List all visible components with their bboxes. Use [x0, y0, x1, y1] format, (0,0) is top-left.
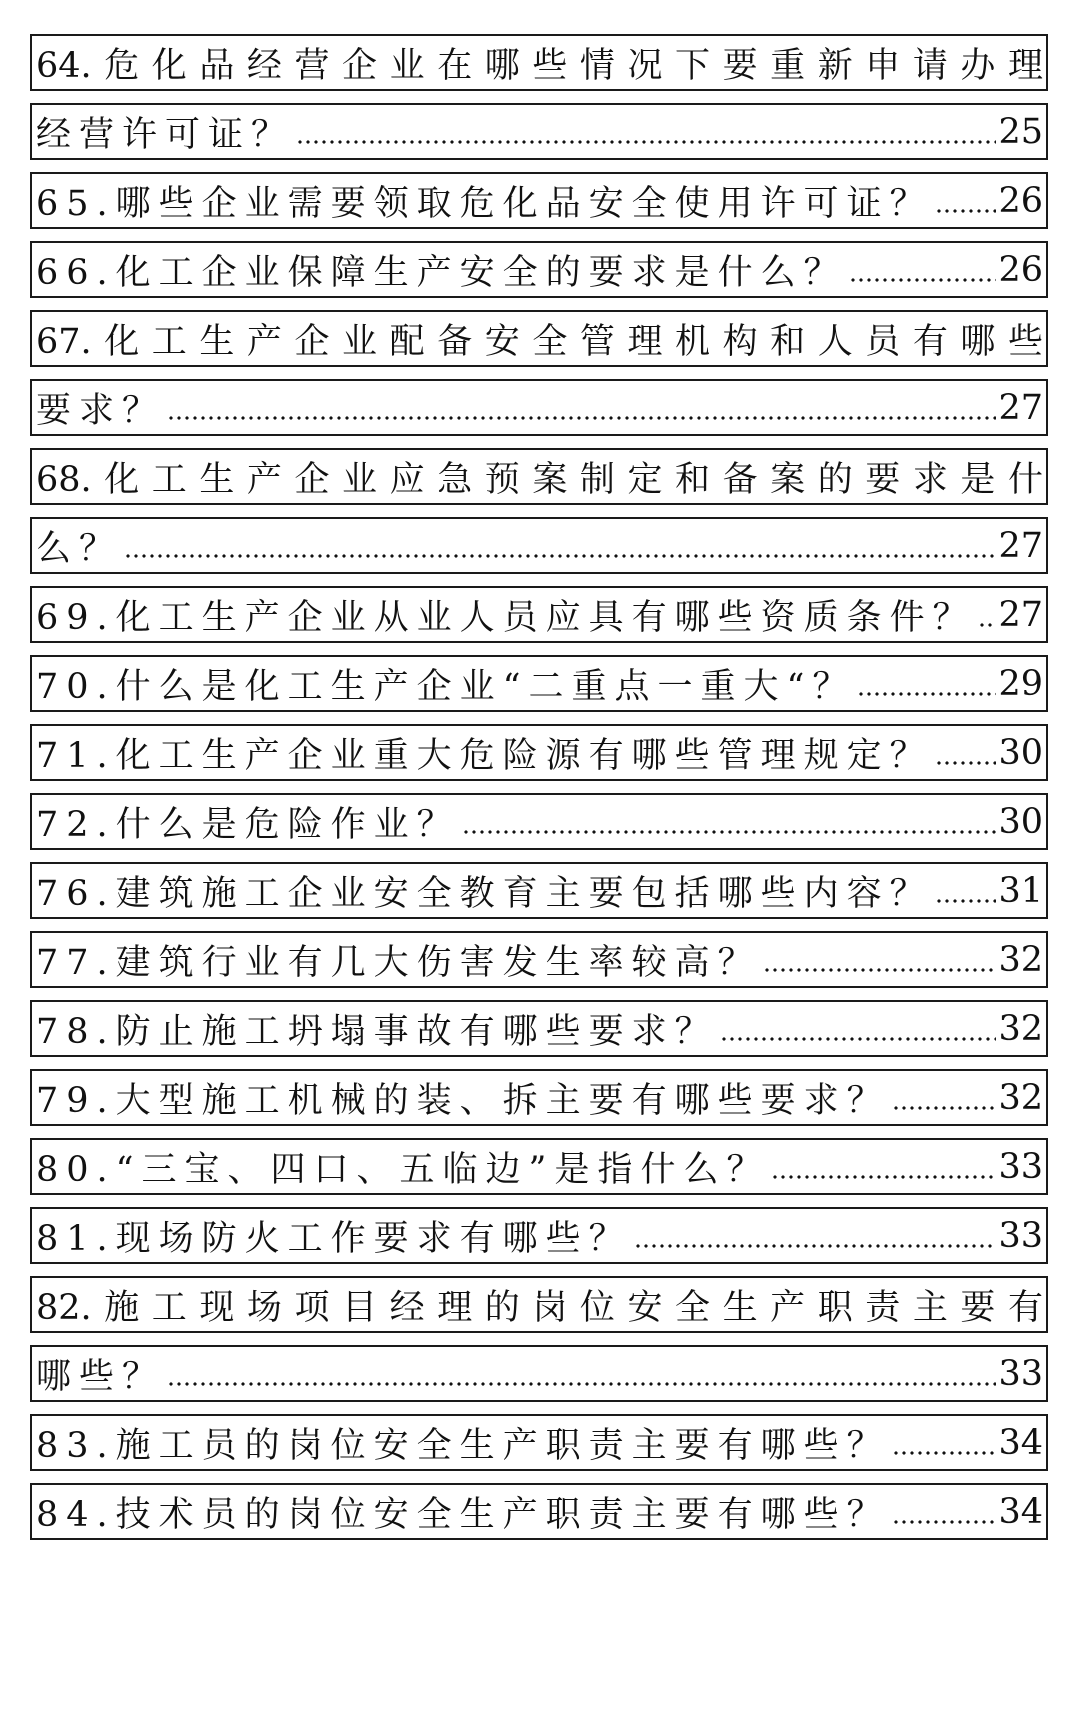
toc-entry-title: 82.施工现场项目经理的岗位安全生产职责主要有 [36, 1287, 1043, 1328]
toc-entry-66[interactable] [30, 241, 1048, 298]
dot-leader [935, 209, 997, 213]
toc-entry-64[interactable] [30, 34, 1048, 91]
dot-leader [857, 692, 996, 696]
toc-entry-page: 32 [998, 1008, 1043, 1049]
toc-entry-65[interactable] [30, 172, 1048, 229]
toc-entry-81[interactable] [30, 1207, 1048, 1264]
toc-entry-78[interactable] [30, 1000, 1048, 1057]
toc-entry-page: 30 [998, 801, 1043, 842]
toc-entry-77[interactable] [30, 931, 1048, 988]
toc-entry-title: 77.建筑行业有几大伤害发生率较高？ [36, 942, 761, 983]
dot-leader [634, 1244, 997, 1248]
dot-leader [124, 554, 996, 558]
dot-leader [462, 830, 997, 834]
toc-entry-68[interactable] [30, 448, 1048, 505]
toc-entry-title: 经营许可证？ [36, 114, 295, 155]
toc-entry-page: 32 [998, 939, 1043, 980]
toc-entry-79[interactable] [30, 1069, 1048, 1126]
toc-entry-82-cont[interactable] [30, 1345, 1048, 1402]
toc-entry-title: 65.哪些企业需要领取危化品安全使用许可证？ [36, 183, 933, 224]
toc-entry-page: 25 [998, 111, 1043, 152]
toc-entry-page: 27 [998, 525, 1043, 566]
toc-entry-page: 32 [998, 1077, 1043, 1118]
toc-entry-title: 69.化工生产企业从业人员应具有哪些资质条件？ [36, 597, 976, 638]
toc-entry-title: 83.施工员的岗位安全生产职责主要有哪些？ [36, 1425, 890, 1466]
dot-leader [892, 1520, 997, 1524]
toc-entry-82[interactable] [30, 1276, 1048, 1333]
toc-entry-page: 27 [998, 387, 1043, 428]
toc-entry-title: 70.什么是化工生产企业“二重点一重大“？ [36, 666, 856, 707]
dot-leader [978, 623, 997, 627]
toc-entry-title: 64.危化品经营企业在哪些情况下要重新申请办理 [36, 45, 1043, 86]
dot-leader [771, 1175, 996, 1179]
toc-entry-title: 67.化工生产企业配备安全管理机构和人员有哪些 [36, 321, 1043, 362]
toc-entry-page: 33 [998, 1353, 1043, 1394]
toc-entry-title: 72.什么是危险作业？ [36, 804, 460, 845]
toc-entry-67-cont[interactable] [30, 379, 1048, 436]
dot-leader [935, 761, 997, 765]
dot-leader [849, 278, 997, 282]
dot-leader [763, 968, 997, 972]
toc-entry-page: 31 [998, 870, 1043, 911]
toc-entry-title: 79.大型施工机械的装、拆主要有哪些要求？ [36, 1080, 890, 1121]
toc-entry-title: 78.防止施工坍塌事故有哪些要求？ [36, 1011, 718, 1052]
toc-entry-67[interactable] [30, 310, 1048, 367]
toc-entry-title: 68.化工生产企业应急预案制定和备案的要求是什 [36, 459, 1043, 500]
toc-entry-title: 76.建筑施工企业安全教育主要包括哪些内容？ [36, 873, 933, 914]
toc-entry-76[interactable] [30, 862, 1048, 919]
toc-entry-page: 26 [998, 180, 1043, 221]
dot-leader [167, 416, 996, 420]
toc-entry-83[interactable] [30, 1414, 1048, 1471]
toc-entry-69[interactable] [30, 586, 1048, 643]
dot-leader [167, 1382, 996, 1386]
dot-leader [720, 1037, 997, 1041]
toc-entry-70[interactable] [30, 655, 1048, 712]
toc-entry-title: 么？ [36, 528, 123, 569]
dot-leader [296, 140, 996, 144]
toc-entry-title: 哪些？ [36, 1356, 166, 1397]
toc-entry-title: 81.现场防火工作要求有哪些？ [36, 1218, 632, 1259]
toc-entry-72[interactable] [30, 793, 1048, 850]
toc-entry-80[interactable] [30, 1138, 1048, 1195]
toc-entry-71[interactable] [30, 724, 1048, 781]
toc-entry-page: 29 [998, 663, 1043, 704]
toc-entry-title: 要求？ [36, 390, 166, 431]
toc-entry-title: 80.“三宝、四口、五临边”是指什么？ [36, 1149, 770, 1190]
toc-entry-page: 34 [998, 1491, 1043, 1532]
toc-entry-title: 71.化工生产企业重大危险源有哪些管理规定？ [36, 735, 933, 776]
toc-entry-page: 33 [998, 1146, 1043, 1187]
toc-entry-title: 66.化工企业保障生产安全的要求是什么？ [36, 252, 847, 293]
toc-entry-page: 26 [998, 249, 1043, 290]
toc-entry-page: 34 [998, 1422, 1043, 1463]
dot-leader [892, 1451, 997, 1455]
toc-entry-68-cont[interactable] [30, 517, 1048, 574]
toc-entry-page: 30 [998, 732, 1043, 773]
toc-entry-title: 84.技术员的岗位安全生产职责主要有哪些？ [36, 1494, 890, 1535]
dot-leader [892, 1106, 997, 1110]
toc-entry-page: 33 [998, 1215, 1043, 1256]
toc-entry-page: 27 [998, 594, 1043, 635]
toc-entry-84[interactable] [30, 1483, 1048, 1540]
toc-entry-64-cont[interactable] [30, 103, 1048, 160]
dot-leader [935, 899, 997, 903]
